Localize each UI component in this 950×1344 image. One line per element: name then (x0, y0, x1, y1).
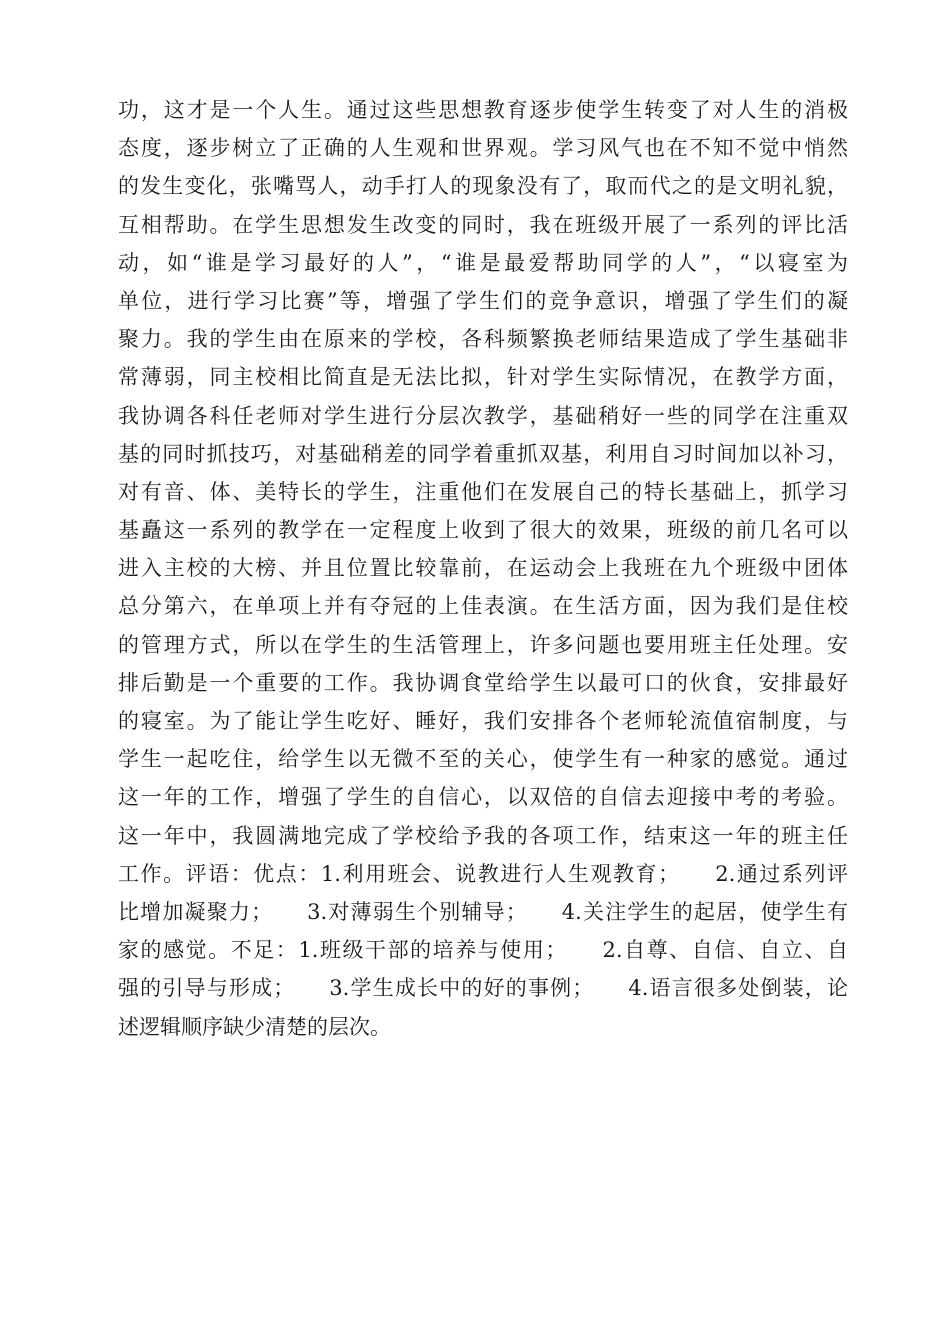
text-line: 聚力。我的学生由在原来的学校，各科频繁换老师结果造成了学生基础非 (118, 327, 848, 352)
text-line: 单位，进行学习比赛”等，增强了学生们的竞争意识，增强了学生们的凝 (118, 288, 848, 313)
text-line: 进入主校的大榜、并且位置比较靠前，在运动会上我班在九个班级中团体 (118, 556, 848, 581)
text-line: 学生一起吃住，给学生以无微不至的关心，使学生有一种家的感觉。通过 (118, 747, 848, 772)
text-line: 强的引导与形成； 3.学生成长中的好的事例； 4.语言很多处倒装，论 (118, 976, 848, 1001)
text-line: 的寝室。为了能让学生吃好、睡好，我们安排各个老师轮流值宿制度，与 (118, 709, 848, 733)
text-line: 家的感觉。不足：1.班级干部的培养与使用； 2.自尊、自信、自立、自 (118, 938, 848, 963)
body-text (118, 91, 848, 1046)
text-line: 常薄弱，同主校相比简直是无法比拟，针对学生实际情况，在教学方面， (118, 365, 848, 390)
text-line: 总分第六，在单项上并有夺冠的上佳表演。在生活方面，因为我们是住校 (118, 594, 848, 619)
text-line: 对有音、体、美特长的学生，注重他们在发展自己的特长基础上，抓学习 (118, 479, 848, 504)
text-line: 述逻辑顺序缺少清楚的层次。 (118, 1014, 391, 1039)
text-line: 比增加凝聚力； 3.对薄弱生个别辅导； 4.关注学生的起居，使学生有 (118, 899, 848, 924)
text-line: 动，如“谁是学习最好的人”，“谁是最爱帮助同学的人”，“以寝室为 (118, 250, 848, 275)
text-line: 我协调各科任老师对学生进行分层次教学，基础稍好一些的同学在注重双 (118, 403, 848, 428)
text-line: 基矗这一系列的教学在一定程度上收到了很大的效果，班级的前几名可以 (118, 518, 848, 543)
text-line: 功，这才是一个人生。通过这些思想教育逐步使学生转变了对人生的消极 (118, 98, 848, 122)
text-line: 排后勤是一个重要的工作。我协调食堂给学生以最可口的伙食，安排最好 (118, 670, 848, 695)
text-line: 的发生变化，张嘴骂人，动手打人的现象没有了，取而代之的是文明礼貌， (118, 174, 848, 199)
text-line: 这一年中，我圆满地完成了学校给予我的各项工作，结束这一年的班主任 (118, 823, 848, 848)
text-line: 态度，逐步树立了正确的人生观和世界观。学习风气也在不知不觉中悄然 (118, 136, 848, 161)
text-line: 工作。评语：优点：1.利用班会、说教进行人生观教育； 2.通过系列评 (118, 861, 848, 886)
text-line: 的管理方式，所以在学生的生活管理上，许多问题也要用班主任处理。安 (118, 632, 848, 657)
text-line: 基的同时抓技巧，对基础稍差的同学着重抓双基，利用自习时间加以补习， (118, 441, 848, 466)
text-line: 互相帮助。在学生思想发生改变的同时，我在班级开展了一系列的评比活 (118, 212, 848, 237)
text-line: 这一年的工作，增强了学生的自信心，以双倍的自信去迎接中考的考验。 (118, 785, 848, 810)
